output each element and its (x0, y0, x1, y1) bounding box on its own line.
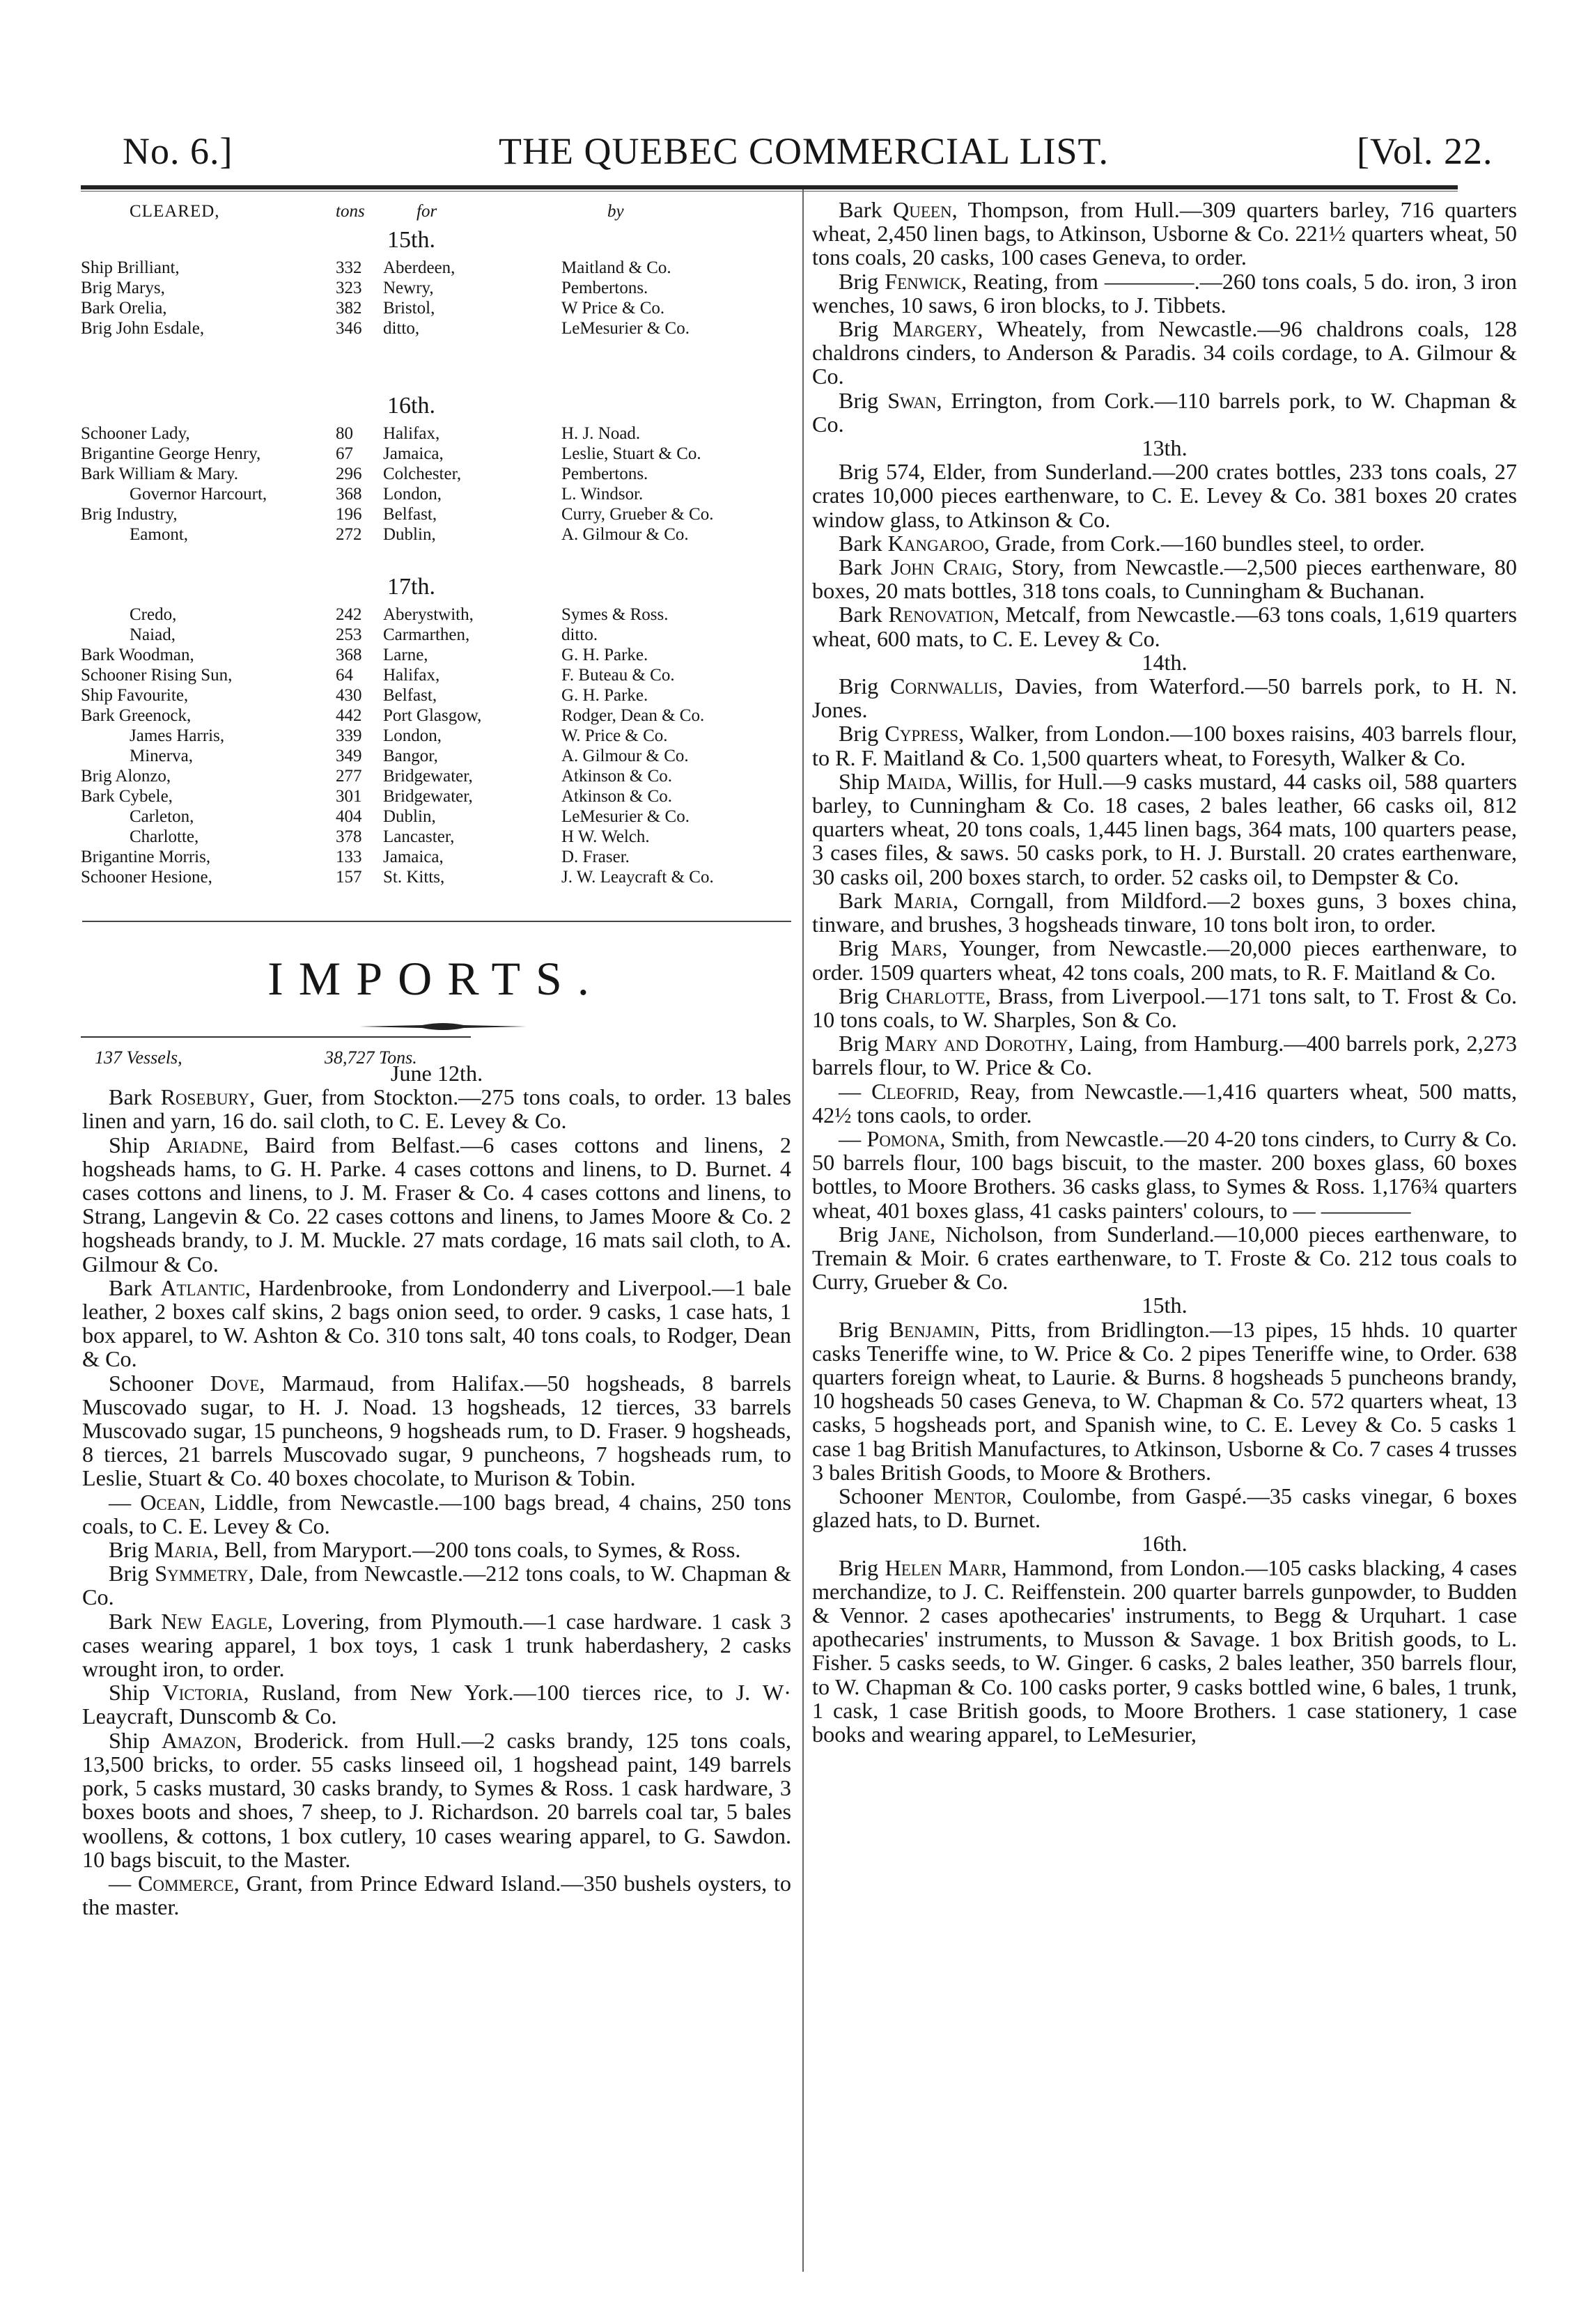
cargo-details: , Baird from Belfast.—6 cases cottons and linens, 2 hogsheads hams, to G. H. Parke. 4 cases cottons and linens, to D. Burnet. 4 cases cottons and linens, to J. M. Fraser & Co. 4 cases cottons and linens, to Strang, Langevin & Co. 22 cases cottons and linens, to James Moore & Co. 2 hogsheads brandy, to J. M. Muckle. 27 mats cordage, 16 mats sail cloth, to A. Gilmour & Co. (82, 1132, 791, 1277)
vessel-name: Brig Industry, (81, 505, 178, 524)
cargo-details: , Coulombe, from Gaspé.—35 casks vinegar, 6 boxes glazed hats, to D. Burnet. (812, 1483, 1517, 1533)
agent: Atkinson & Co. (561, 787, 673, 806)
vessel-name: Bark William & Mary. (81, 465, 239, 483)
cargo-details: , Dale, from Newcastle.—212 tons coals, to W. Chapman & Co. (82, 1561, 791, 1610)
agent: Maitland & Co. (561, 258, 671, 277)
cargo-details: , Pitts, from Bridlington.—13 pipes, 15 hhds. 10 quarter casks Teneriffe wine, to W. Price & Co. 2 pipes Teneriffe wine, to Order. 638 quarters foreign wheat, to Laurie. & Burns. 8 hogsheads 5 puncheons brandy, 10 hogsheads 50 cases Geneva, to W. Chapman & Co. 572 quarters wheat, 13 casks, 5 hogsheads port, and Spanish wine, to C. E. Levey & Co. 5 casks 1 case 1 bag British Manufactures, to Atkinson, Usborne & Co. 7 cases 4 trusses 3 bales British Goods, to Moore & Brothers. (812, 1316, 1518, 1485)
import-entry (812, 1031, 1517, 1079)
vessel-type: Bark (839, 197, 893, 222)
vessel-name: Brigantine Morris, (81, 848, 211, 866)
issue-number: No. 6.] (123, 130, 233, 172)
cargo-details: , Liddle, from Newcastle.—100 bags bread, 4 chains, 250 tons coals, to C. E. Levey & Co. (82, 1489, 792, 1538)
imports-left-column (82, 1061, 791, 1919)
vessel-name: Amazon (161, 1727, 237, 1753)
import-entry (812, 674, 1517, 722)
vessel-name: Charlotte, (130, 827, 199, 846)
vessel-type: Brig (839, 1221, 889, 1247)
destination: ditto, (383, 319, 420, 338)
vessel-name: Helen Marr (885, 1554, 1002, 1580)
import-entry (82, 1729, 791, 1871)
vessel-type: Brig (839, 935, 891, 961)
vessel-type: — (839, 1078, 872, 1104)
destination: London, (383, 485, 442, 504)
cargo-details: , Willis, for Hull.—9 casks mustard, 44 casks oil, 588 quarters barley, to Cunningham & Co. 18 cases, 2 bales leather, 66 casks oil, 812 quarters wheat, 20 tons coals, 1,445 linen bags, 364 mats, 100 quarters pease, 3 cases files, & saws. 50 casks pork, to H. J. Burstall. 20 crates earthenware, 30 casks oil, 200 boxes starch, to order. 52 casks oil, to Dempster & Co. (812, 768, 1517, 889)
agent: A. Gilmour & Co. (561, 525, 689, 544)
vessel-type: Brig (839, 983, 886, 1008)
vessel-type: Brig (839, 1316, 889, 1342)
cleared-table-header (81, 202, 791, 230)
agent: Pembertons. (561, 465, 648, 483)
vessel-name: New Eagle (161, 1608, 267, 1634)
vessel-type: — (109, 1870, 138, 1896)
cargo-details: , Lovering, from Plymouth.—1 case hardware. 1 cask 3 cases wearing apparel, 1 box toys, 1 cask 1 trunk haberdashery, 2 casks wrought iron, to order. (82, 1608, 791, 1682)
vessel-type: Brig (839, 673, 890, 699)
for-heading: for (417, 202, 437, 221)
imports-right-column (812, 198, 1517, 1746)
agent: Atkinson & Co. (561, 767, 673, 786)
volume-number: [Vol. 22. (1357, 130, 1493, 172)
cargo-details: , Nicholson, from Sunderland.—10,000 pieces earthenware, to Tremain & Moir. 6 crates earthenware, to T. Froste & Co. 212 tous coals to Curry, Grueber & Co. (812, 1221, 1517, 1295)
vessel-tons: 323 (336, 279, 362, 297)
vessel-name: Mars (890, 935, 942, 961)
vessel-name: Charlotte (885, 983, 986, 1008)
vessel-name: Atlantic (160, 1274, 245, 1300)
vessel-type: — (839, 1125, 867, 1151)
agent: Symes & Ross. (561, 605, 669, 624)
vessel-type: Brig (839, 387, 888, 413)
cargo-details: , Guer, from Stockton.—275 tons coals, to order. 13 bales linen and yarn, 16 do. sail cloth, to C. E. Levey & Co. (82, 1084, 792, 1134)
vessel-type: Ship (109, 1727, 162, 1753)
cargo-details: , Hammond, from London.—105 casks blacking, 4 cases merchandize, to J. C. Reiffenstein. 200 quarter barrels gunpowder, to Budden & Vennor. 2 cases apothecaries' instruments, to Begg & Urquhart. 1 case apothecaries' instruments, to Musson & Savage. 1 box British goods, to L. Fisher. 5 casks seeds, to W. Ginger. 6 casks, 2 bales leather, 350 barrels flour, to W. Chapman & Co. 100 casks porter, 9 casks bottled wine, 6 bales, 1 trunk, 1 cask, 1 case British goods, to Moore Brothers. 1 case stationery, 1 case books and wearing apparel, to LeMesurier, (812, 1554, 1517, 1747)
vessel-type: Bark (109, 1084, 161, 1110)
vessel-name: Schooner Lady, (81, 424, 190, 443)
vessel-tons: 242 (336, 605, 362, 624)
vessel-name: Jane (888, 1221, 931, 1247)
vessel-name: James Harris, (130, 726, 225, 745)
cargo-details: , Laing, from Hamburg.—400 barrels pork, 2,273 barrels flour, to W. Price & Co. (812, 1031, 1517, 1080)
cargo-details: , Corngall, from Mildford.—2 boxes guns, 3 boxes china, tinware, and brushes, 3 hogsheads tinware, 10 tons bolt iron, to order. (812, 887, 1517, 937)
destination: London, (383, 726, 442, 745)
vessel-type: Ship (839, 768, 887, 794)
vessel-name: Ariadne (166, 1132, 243, 1157)
vessel-name: Mary and Dorothy (885, 1031, 1068, 1056)
date-heading: June 12th. (390, 1061, 483, 1086)
vessel-name: Swan (887, 387, 937, 413)
cargo-details: , Reating, from ————.—260 tons coals, 5 do. iron, 3 iron wenches, 10 saws, 6 iron blocks, to J. Tibbets. (812, 268, 1517, 318)
header-rule-thin (81, 191, 1458, 192)
vessel-type: — (109, 1489, 141, 1515)
destination: Jamaica, (383, 444, 444, 463)
vessel-tons: 332 (336, 258, 362, 277)
vessel-name: Schooner Hesione, (81, 868, 212, 887)
cargo-details: , Bell, from Maryport.—200 tons coals, to Symes, & Ross. (213, 1537, 741, 1563)
destination: Halifax, (383, 424, 440, 443)
cargo-details: , Younger, from Newcastle.—20,000 pieces earthenware, to order. 1509 quarters wheat, 42 tons coals, 200 mats, to R. F. Maitland & Co. (812, 935, 1517, 985)
import-entry (812, 555, 1517, 602)
vessel-name: Brigantine George Henry, (81, 444, 261, 463)
vessel-tons: 272 (336, 525, 362, 544)
import-entry (812, 1079, 1517, 1127)
cargo-details: , Grant, from Prince Edward Island.—350 bushels oysters, to the master. (82, 1870, 791, 1920)
imports-heading: IMPORTS. (267, 952, 605, 1005)
vessel-name: Governor Harcourt, (130, 485, 267, 504)
total-vessels: 137 Vessels, (95, 1047, 182, 1068)
cargo-details: , Marmaud, from Halifax.—50 hogsheads, 8 barrels Muscovado sugar, to H. J. Noad. 13 hogsheads, 12 tierces, 33 barrels Muscovado sugar, 15 puncheons, 9 hogsheads rum, to D. Fraser. 9 hogsheads, 8 tierces, 21 barrels Muscovado sugar, 9 puncheons, 7 hogsheads rum, to Leslie, Stuart & Co. 40 boxes chocolate, to Murison & Tobin. (82, 1370, 791, 1491)
import-entry (812, 1127, 1517, 1222)
vessel-tons: 382 (336, 299, 362, 318)
vessel-type: Bark (839, 554, 892, 580)
import-entry (812, 770, 1517, 889)
import-entry (82, 1276, 791, 1371)
vessel-name: Dove (210, 1370, 260, 1396)
destination: Port Glasgow, (383, 706, 482, 725)
import-entry (812, 317, 1517, 389)
vessel-tons: 80 (336, 424, 353, 443)
import-entry (812, 722, 1517, 769)
agent: Rodger, Dean & Co. (561, 706, 705, 725)
vessel-type: Bark (839, 602, 889, 627)
vessel-name: Brig Marys, (81, 279, 165, 297)
section-rule (82, 921, 791, 922)
vessel-type: Brig (109, 1537, 155, 1563)
import-entry (82, 1133, 791, 1276)
import-entry (82, 1538, 791, 1561)
destination: Aberdeen, (383, 258, 456, 277)
vessel-tons: 253 (336, 625, 362, 644)
vessel-tons: 157 (336, 868, 362, 887)
import-entry (82, 1490, 791, 1538)
cleared-date: 16th. (387, 393, 435, 419)
destination: Dublin, (383, 807, 436, 826)
header-rule (81, 185, 1458, 189)
cargo-details: , Metcalf, from Newcastle.—63 tons coals, 1,619 quarters wheat, 600 mats, to C. E. Levey & Co. (812, 602, 1517, 651)
by-heading: by (607, 202, 624, 221)
vessel-type: Schooner (109, 1370, 210, 1396)
destination: Carmarthen, (383, 625, 470, 644)
vessel-tons: 346 (336, 319, 362, 338)
destination: Jamaica, (383, 848, 444, 866)
agent: W Price & Co. (561, 299, 665, 318)
vessel-tons: 67 (336, 444, 353, 463)
destination: Newry, (383, 279, 434, 297)
vessel-name: Brig Alonzo, (81, 767, 171, 786)
import-entry (812, 936, 1517, 983)
date-heading: 13th. (1142, 435, 1188, 461)
date-heading: 15th. (1142, 1293, 1188, 1318)
cargo-details: , Broderick. from Hull.—2 casks brandy, 125 tons coals, 13,500 bricks, to order. 55 casks linseed oil, 1 hogshead paint, 149 barrels pork, 5 casks mustard, 30 casks brandy, to Symes & Ross. 1 cask hardware, 3 boxes boots and shoes, 7 sheep, to J. Richardson. 20 barrels coal tar, 5 bales woollens, & cottons, 1 box cutlery, 10 cases wearing apparel, to G. Sawdon. 10 bags biscuit, to the Master. (82, 1727, 791, 1872)
destination: Larne, (383, 646, 428, 664)
cleared-row (81, 317, 791, 340)
destination: Belfast, (383, 505, 437, 524)
cargo-details: , Hardenbrooke, from Londonderry and Liverpool.—1 bale leather, 2 boxes calf skins, 2 bags onion seed, to order. 9 casks, 1 case hats, 1 box apparel, to W. Ashton & Co. 310 tons salt, 40 tons coals, to Rodger, Dean & Co. (82, 1274, 791, 1372)
cargo-details: , Thompson, from Hull.—309 quarters barley, 716 quarters wheat, 2,450 linen bags, to Atkinson, Usborne & Co. 221½ quarters wheat, 50 tons coals, 20 casks, 100 cases Geneva, to order. (812, 197, 1517, 270)
ornament-rule-icon (359, 1020, 527, 1034)
destination: Lancaster, (383, 827, 455, 846)
vessel-name: Brig John Esdale, (81, 319, 205, 338)
agent: H. J. Noad. (561, 424, 641, 443)
agent: W. Price & Co. (561, 726, 668, 745)
cleared-row (81, 523, 791, 546)
vessel-name: Maida (886, 768, 947, 794)
vessel-tons: 64 (336, 666, 353, 685)
agent: Leslie, Stuart & Co. (561, 444, 701, 463)
agent: LeMesurier & Co. (561, 319, 690, 338)
destination: Halifax, (383, 666, 440, 685)
cleared-row (81, 866, 791, 889)
vessel-name: Kangaroo (887, 530, 984, 556)
cargo-details: , Errington, from Cork.—110 barrels pork, to W. Chapman & Co. (812, 387, 1517, 437)
date-heading: 16th. (1142, 1531, 1188, 1557)
import-entry (82, 1680, 791, 1728)
vessel-type: Bark (109, 1608, 162, 1634)
import-entry (812, 460, 1517, 531)
agent: Curry, Grueber & Co. (561, 505, 714, 524)
import-entry (82, 1609, 791, 1681)
vessel-type: Bark (839, 887, 894, 913)
import-entry (812, 389, 1517, 436)
import-entry (82, 1085, 791, 1132)
publication-title: THE QUEBEC COMMERCIAL LIST. (499, 130, 1109, 172)
vessel-name: Credo, (130, 605, 177, 624)
agent: G. H. Parke. (561, 686, 648, 705)
destination: Bridgewater, (383, 787, 473, 806)
vessel-tons: 277 (336, 767, 362, 786)
import-entry (812, 984, 1517, 1031)
vessel-name: Benjamin (889, 1316, 974, 1342)
vessel-type: Brig (839, 721, 885, 747)
vessel-name: Bark Cybele, (81, 787, 173, 806)
agent: Pembertons. (561, 279, 648, 297)
destination: Aberystwith, (383, 605, 474, 624)
vessel-tons: 133 (336, 848, 362, 866)
cargo-details: , Story, from Newcastle.—2,500 pieces earthenware, 80 boxes, 20 mats bottles, 318 tons coals, to Cunningham & Buchanan. (812, 554, 1517, 604)
cargo-details: , Grade, from Cork.—160 bundles steel, to order. (983, 530, 1425, 556)
agent: ditto. (561, 625, 598, 644)
destination: Colchester, (383, 465, 462, 483)
agent: F. Buteau & Co. (561, 666, 675, 685)
date-heading: 14th. (1142, 649, 1188, 675)
vessel-tons: 404 (336, 807, 362, 826)
vessel-type: Brig (839, 1554, 885, 1580)
column-divider (802, 189, 804, 2272)
vessel-name: Schooner Rising Sun, (81, 666, 233, 685)
vessel-name: Ship Brilliant, (81, 258, 180, 277)
vessel-type: Brig (839, 1031, 885, 1056)
vessel-type: Brig (839, 268, 885, 294)
destination: Bristol, (383, 299, 435, 318)
vessel-name: John Craig (891, 554, 997, 580)
vessel-type: Brig (839, 316, 893, 342)
vessel-name: Ocean (140, 1489, 201, 1515)
vessel-tons: 296 (336, 465, 362, 483)
vessel-name: Mentor (933, 1483, 1007, 1508)
vessel-name: Renovation (888, 602, 994, 627)
import-entry (812, 889, 1517, 936)
vessel-tons: 349 (336, 747, 362, 765)
vessel-name: Bark Woodman, (81, 646, 194, 664)
cargo-details: , Walker, from London.—100 boxes raisins, 403 barrels flour, to R. F. Maitland & Co. 1,500 quarters wheat, to Foresyth, Walker & Co. (812, 721, 1517, 770)
vessel-name: Victoria (162, 1680, 244, 1706)
vessel-name: Cornwallis (889, 673, 998, 699)
vessel-tons: 368 (336, 646, 362, 664)
vessel-name: Fenwick (885, 268, 962, 294)
vessel-name: Commerce (137, 1870, 234, 1896)
vessel-tons: 196 (336, 505, 362, 524)
vessel-tons: 378 (336, 827, 362, 846)
import-entry (812, 531, 1517, 555)
vessel-type: Schooner (839, 1483, 934, 1508)
destination: Belfast, (383, 686, 437, 705)
import-entry (812, 1556, 1517, 1747)
vessel-tons: 339 (336, 726, 362, 745)
vessel-name: Carleton, (130, 807, 194, 826)
vessel-type: Bark (109, 1274, 161, 1300)
vessel-tons: 442 (336, 706, 362, 725)
cargo-details: , Davies, from Waterford.—50 barrels pork, to H. N. Jones. (812, 673, 1517, 723)
import-entry (812, 270, 1517, 317)
cleared-date: 15th. (387, 227, 435, 253)
cleared-heading: CLEARED, (130, 202, 220, 221)
agent: L. Windsor. (561, 485, 644, 504)
import-entry (812, 1484, 1517, 1531)
vessel-name: Cleofrid (871, 1078, 954, 1104)
vessel-name: Pomona (866, 1125, 940, 1151)
vessel-type: Ship (109, 1680, 163, 1706)
agent: A. Gilmour & Co. (561, 747, 689, 765)
agent: J. W. Leaycraft & Co. (561, 868, 714, 887)
agent: H W. Welch. (561, 827, 650, 846)
destination: Dublin, (383, 525, 436, 544)
vessel-name: Eamont, (130, 525, 189, 544)
vessel-type: Bark (839, 530, 888, 556)
cargo-details: , Brass, from Liverpool.—171 tons salt, to T. Frost & Co. 10 tons coals, to W. Sharples, Son & Co. (812, 983, 1517, 1032)
import-entry (812, 602, 1517, 650)
agent: G. H. Parke. (561, 646, 648, 664)
agent: D. Fraser. (561, 848, 630, 866)
cargo-details: , Wheately, from Newcastle.—96 chaldrons coals, 128 chaldrons cinders, to Anderson & Paradis. 34 coils cordage, to A. Gilmour & Co. (812, 316, 1517, 389)
page-header (0, 130, 1588, 185)
tons-heading: tons (336, 202, 365, 221)
destination: St. Kitts, (383, 868, 445, 887)
cargo-details: , Rusland, from New York.—100 tierces rice, to J. W· Leaycraft, Dunscomb & Co. (82, 1680, 791, 1729)
destination: Bridgewater, (383, 767, 473, 786)
total-tons: 38,727 Tons. (325, 1047, 417, 1068)
cargo-details: , Reay, from Newcastle.—1,416 quarters wheat, 500 matts, 42½ tons caols, to order. (812, 1078, 1518, 1128)
vessel-name: Bark Orelia, (81, 299, 167, 318)
vessel-name: Maria (894, 887, 953, 913)
vessel-tons: 430 (336, 686, 362, 705)
import-entry (82, 1871, 791, 1919)
vessel-name: Minerva, (130, 747, 193, 765)
import-entry (812, 198, 1517, 270)
cleared-date: 17th. (387, 574, 435, 600)
vessel-type: Brig 574, Elder, from Sunderland.—200 crates bottles, 233 tons coals, 27 crates 10,000 pieces earthenware, to C. E. Levey & Co. 381 boxes 20 crates window glass, to Atkinson & Co. (812, 459, 1517, 532)
import-entry (82, 1561, 791, 1609)
vessel-type: Ship (109, 1132, 166, 1157)
import-entry (82, 1371, 791, 1490)
vessel-name: Naiad, (130, 625, 176, 644)
vessel-tons: 301 (336, 787, 362, 806)
agent: LeMesurier & Co. (561, 807, 690, 826)
vessel-name: Cypress (885, 721, 959, 747)
vessel-name: Maria (154, 1537, 214, 1563)
import-entry (812, 1222, 1517, 1294)
vessel-name: Symmetry (155, 1561, 249, 1586)
vessel-name: Rosebury (160, 1084, 250, 1110)
vessel-name: Queen (892, 197, 952, 222)
import-entry (812, 1318, 1517, 1484)
cargo-details: , Smith, from Newcastle.—20 4-20 tons cinders, to Curry & Co. 50 barrels flour, 100 bags biscuit, to the master. 200 boxes glass, 60 boxes bottles, to Moore Brothers. 36 casks glass, to Symes & Ross. 1,176¾ quarters wheat, 401 boxes glass, 41 casks painters' colours, to — ———— (812, 1125, 1517, 1223)
vessel-type: Brig (109, 1561, 155, 1586)
destination: Bangor, (383, 747, 438, 765)
vessel-name: Margery (892, 316, 978, 342)
vessel-tons: 368 (336, 485, 362, 504)
vessel-name: Bark Greenock, (81, 706, 192, 725)
vessel-name: Ship Favourite, (81, 686, 189, 705)
total-rule (81, 1036, 471, 1038)
